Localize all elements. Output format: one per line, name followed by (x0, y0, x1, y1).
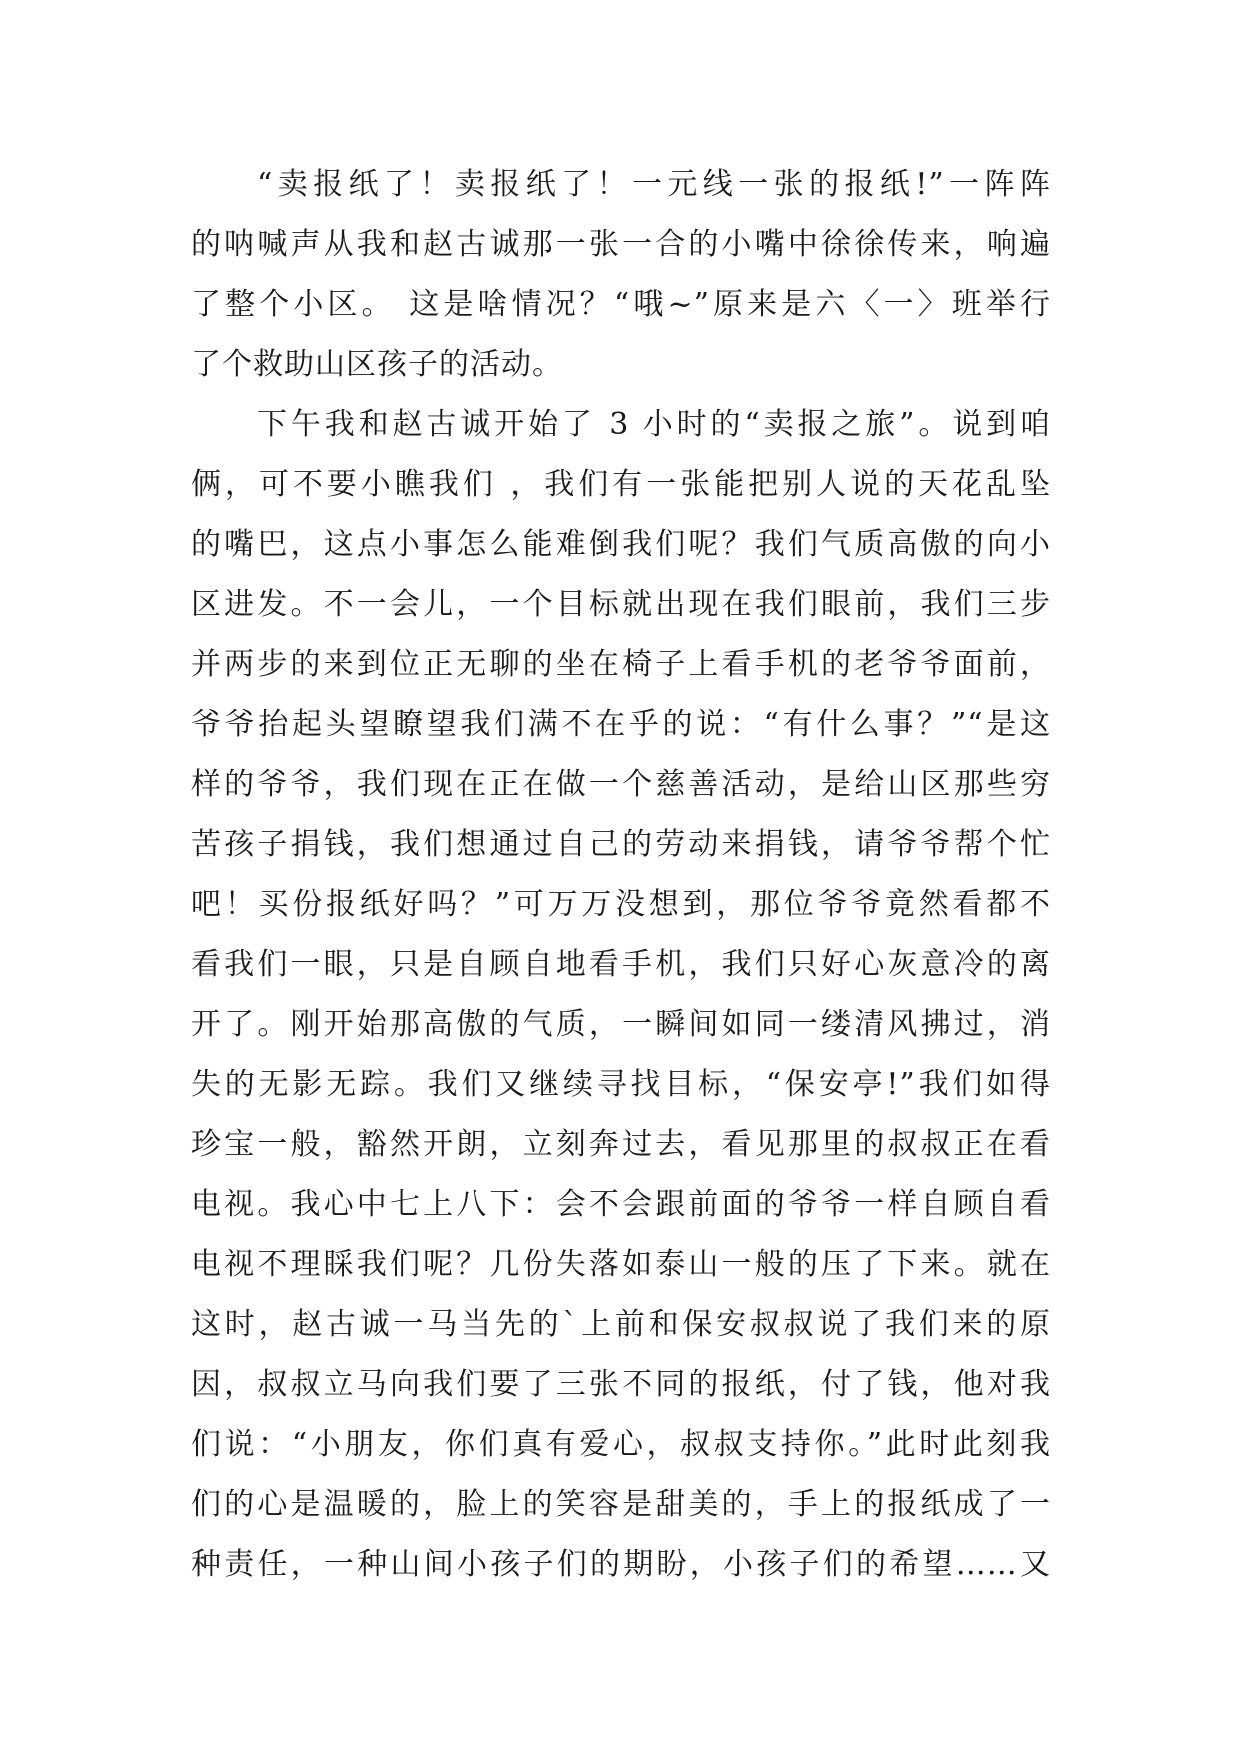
text-line: 们说：“小朋友，你们真有爱心，叔叔支持你。”此时此刻我 (191, 1427, 1051, 1462)
text-line: 们的心是温暖的，脸上的笑容是甜美的，手上的报纸成了一 (191, 1487, 1051, 1522)
text-line: 了整个小区。 这是啥情况？“哦~”原来是六〈一〉班举行 (191, 287, 1051, 322)
text-line: 失的无影无踪。我们又继续寻找目标，“保安亭!”我们如得 (191, 1067, 1051, 1102)
text-line: 的嘴巴，这点小事怎么能难倒我们呢？我们气质高傲的向小 (191, 527, 1051, 562)
text-line: 的呐喊声从我和赵古诚那一张一合的小嘴中徐徐传来，响遍 (191, 227, 1051, 262)
document-body (191, 155, 1051, 1595)
text-line: 珍宝一般，豁然开朗，立刻奔过去，看见那里的叔叔正在看 (191, 1127, 1051, 1162)
text-line: 区进发。不一会儿，一个目标就出现在我们眼前，我们三步 (191, 587, 1051, 622)
text-line: 电视。我心中七上八下：会不会跟前面的爷爷一样自顾自看 (191, 1187, 1051, 1222)
text-line: 这时，赵古诚一马当先的`上前和保安叔叔说了我们来的原 (191, 1307, 1051, 1342)
text-line: 看我们一眼，只是自顾自地看手机，我们只好心灰意冷的离 (191, 947, 1051, 982)
text-line: “卖报纸了！卖报纸了！一元线一张的报纸!”一阵阵 (257, 167, 1051, 202)
text-line: 苦孩子捐钱，我们想通过自己的劳动来捐钱，请爷爷帮个忙 (191, 827, 1051, 862)
text-line: 因，叔叔立马向我们要了三张不同的报纸，付了钱，他对我 (191, 1367, 1051, 1402)
text-line: 俩，可不要小瞧我们 ，我们有一张能把别人说的天花乱坠 (191, 467, 1051, 502)
paragraph-1 (191, 155, 1051, 395)
text-line: 吧！买份报纸好吗？”可万万没想到，那位爷爷竟然看都不 (191, 887, 1051, 922)
text-line: 种责任，一种山间小孩子们的期盼，小孩子们的希望……又 (191, 1547, 1051, 1582)
text-line: 下午我和赵古诚开始了 3 小时的“卖报之旅”。说到咱 (257, 407, 1051, 442)
text-line: 样的爷爷，我们现在正在做一个慈善活动，是给山区那些穷 (191, 767, 1051, 802)
text-line: 爷爷抬起头望瞭望我们满不在乎的说：“有什么事？”“是这 (191, 707, 1051, 742)
text-line: 并两步的来到位正无聊的坐在椅子上看手机的老爷爷面前， (191, 647, 1051, 682)
text-line: 电视不理睬我们呢？几份失落如泰山一般的压了下来。就在 (191, 1247, 1051, 1282)
text-line: 开了。刚开始那高傲的气质，一瞬间如同一缕清风拂过，消 (191, 1007, 1051, 1042)
text-line: 了个救助山区孩子的活动。 (191, 347, 563, 382)
paragraph-2 (191, 395, 1051, 1595)
